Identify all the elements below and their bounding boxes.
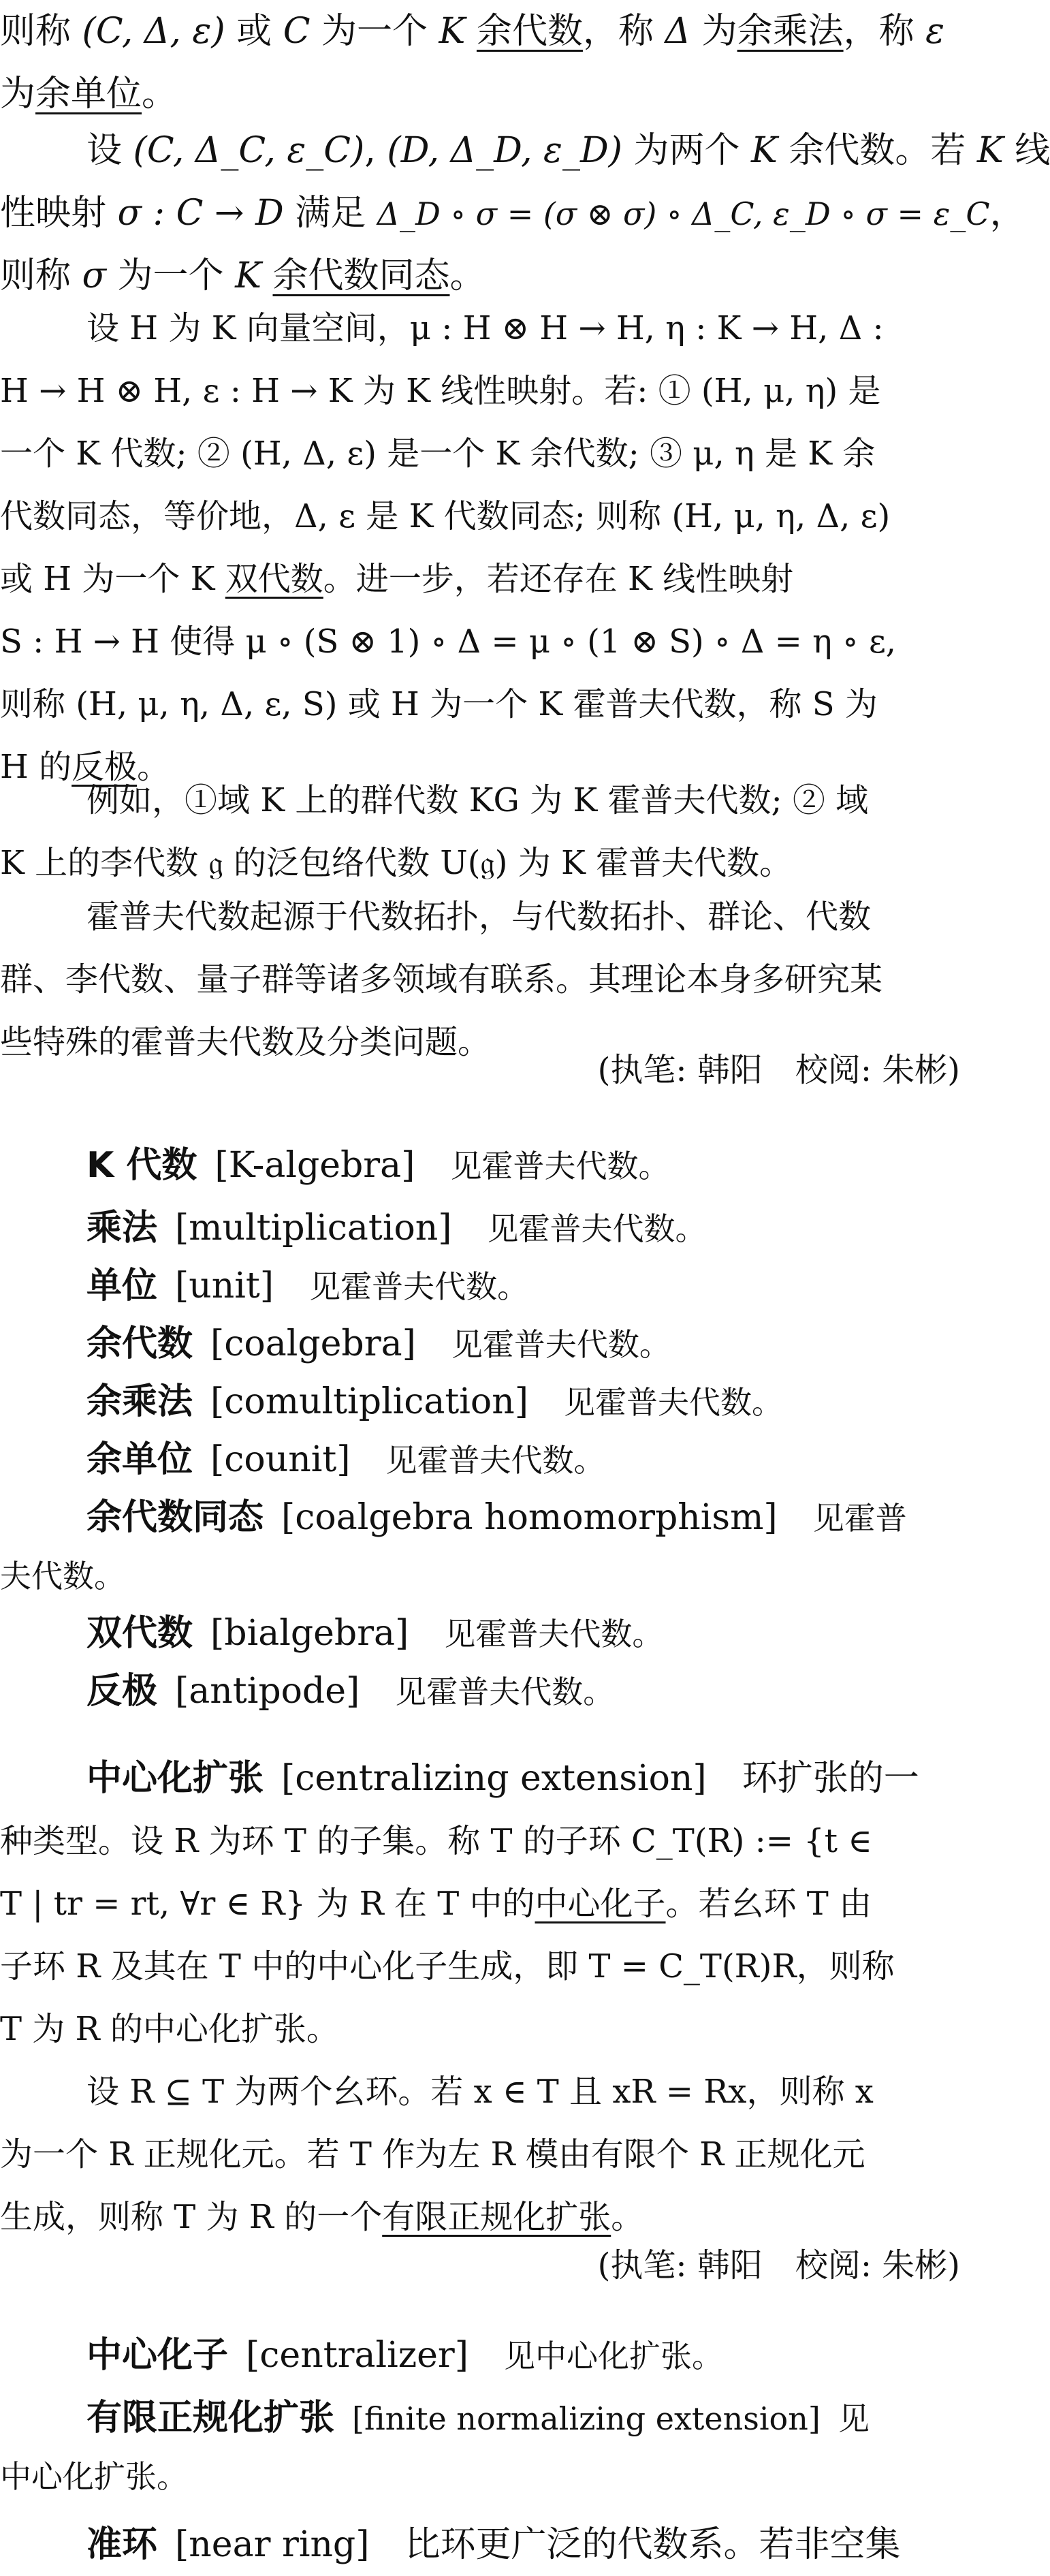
crossref-entry: 乘法 [multiplication] 见霍普夫代数。	[86, 1208, 707, 1248]
hopf-paragraph-3: 设 H 为 K 向量空间，μ : H ⊗ H → H, η : K → H, Δ : H → H ⊗ H, ε : H → K 为 K 线性映射。若: ① (H, μ, η) 是 一个 K 代数; ② (H, Δ, ε) 是一个 K 余代数; ③ μ, η 是 K 余 代数同态，等价地，Δ, ε 是 K 代数同态; 则称 (H, μ, η, Δ, ε) 或 H 为一个 K 双代数。进一步，若还存在 K 线性映射 S : H → H 使得 μ ∘ (S ⊗ 1) ∘ Δ = μ ∘ (1 ⊗ S) ∘ Δ = η ∘ ε, 则称 (H, μ, η, Δ, ε, S) 或 H 为一个 K 霍普夫代数，称 S 为 H 的反极。	[0, 309, 897, 786]
entry-headword: 中心化扩张	[86, 1758, 264, 1799]
crossref-entry: 有限正规化扩张 [finite normalizing extension] 见	[86, 2398, 870, 2438]
entry-near-ring: 准环 [near ring] 比环更广泛的代数系。若非空集	[86, 2524, 901, 2565]
crossref-entry: 余乘法 [comultiplication] 见霍普夫代数。	[86, 1381, 783, 1422]
term-antipode: 反极	[71, 748, 138, 786]
crossref-entry: 余代数同态 [coalgebra homomorphism] 见霍普	[86, 1497, 907, 1538]
central-credit: (执笔: 韩阳 校阅: 朱彬)	[597, 2246, 960, 2284]
crossref-entry: 单位 [unit] 见霍普夫代数。	[86, 1266, 529, 1306]
hopf-paragraph-1: 则称 (C, Δ, ε) 或 C 为一个 K 余代数，称 Δ 为余乘法，称 ε 为余单位。	[0, 11, 945, 114]
crossref-list-2: 中心化子 [centralizer] 见中心化扩张。 有限正规化扩张 [finite normalizing extension] 见 中心化扩张。	[0, 2324, 987, 2502]
crossref-entry: 双代数 [bialgebra] 见霍普夫代数。	[86, 1613, 664, 1654]
crossref-entry: 中心化子 [centralizer] 见中心化扩张。	[86, 2335, 724, 2376]
hopf-paragraph-5: 霍普夫代数起源于代数拓扑，与代数拓扑、群论、代数 群、李代数、量子群等诸多领域有联系。其理论本身多研究某 些特殊的霍普夫代数及分类问题。	[0, 898, 883, 1061]
crossref-entry: 余代数 [coalgebra] 见霍普夫代数。	[86, 1323, 671, 1364]
hopf-paragraph-2: 设 (C, Δ_C, ε_C), (D, Δ_D, ε_D) 为两个 K 余代数。若 K 线 性映射 σ : C → D 满足 Δ_D ∘ σ = (σ ⊗ σ) ∘ Δ_C, ε_D ∘ σ = ε_C， 则称 σ 为一个 K 余代数同态。	[0, 130, 1050, 296]
entry-centralizing-extension: 中心化扩张 [centralizing extension] 环扩张的一 种类型。设 R 为环 T 的子集。称 T 的子环 C_T(R) := {t ∈ T | tr = rt, ∀r ∈ R} 为 R 在 T 中的中心化子。若幺环 T 由 子环 R 及其在 T 中的中心化子生成，即 T = C_T(R)R，则称 T 为 R 的中心化扩张。 设 R ⊆ T 为两个幺环。若 x ∈ T 且 xR = Rx，则称 x 为一个 R 正规化元。若 T 作为左 R 模由有限个 R 正规化元 生成，则称 T 为 R 的一个有限正规化扩张。	[0, 1758, 919, 2236]
term-centralizer: 中心化子	[535, 1885, 666, 1923]
term-finite-normalizing-extension: 有限正规化扩张	[382, 2198, 611, 2236]
hopf-paragraph-4: 例如，①域 K 上的群代数 KG 为 K 霍普夫代数; ② 域 K 上的李代数 𝔤 的泛包络代数 U(𝔤) 为 K 霍普夫代数。	[0, 781, 869, 882]
term-bialgebra: 双代数	[225, 560, 323, 598]
hopf-credit: (执笔: 韩阳 校阅: 朱彬)	[597, 1051, 960, 1089]
crossref-entry: K 代数 [K-algebra] 见霍普夫代数。	[86, 1145, 670, 1186]
crossref-entry: 余单位 [counit] 见霍普夫代数。	[86, 1439, 605, 1480]
term-coalgebra-homomorphism: 余代数同态	[272, 255, 450, 296]
term-counit: 余单位	[35, 74, 142, 114]
crossref-entry: 反极 [antipode] 见霍普夫代数。	[86, 1671, 615, 1712]
term-coalgebra: 余代数	[476, 11, 583, 52]
entry-headword: 准环	[86, 2524, 158, 2565]
term-comultiplication: 余乘法	[737, 11, 844, 52]
crossref-list-1: K 代数 [K-algebra] 见霍普夫代数。 乘法 [multiplication] 见霍普夫代数。 单位 [unit] 见霍普夫代数。 余代数 [coalgebra] 见霍普夫代数。 余乘法 [comultiplication] 见霍普夫代数。 余单位 [counit] 见霍普夫代数。 余代数同态 [coalgebra homomorphism] 见霍普 夫代数。 双代数 [bialgebra] 见霍普夫代数。 反极 [antipode] 见霍普夫代数。	[0, 1134, 987, 1718]
